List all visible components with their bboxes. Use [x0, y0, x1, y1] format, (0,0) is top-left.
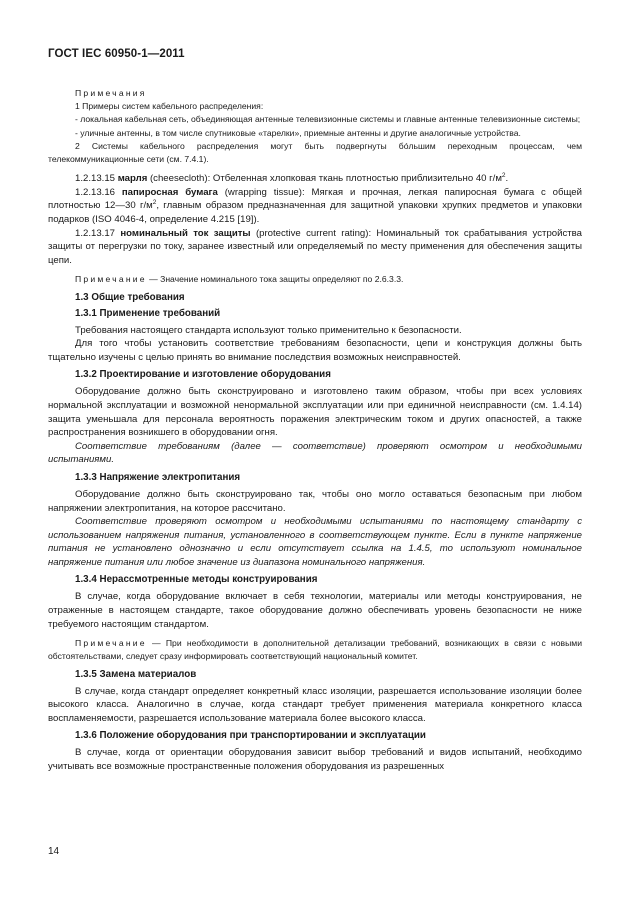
- standard-header: ГОСТ IEC 60950-1—2011: [48, 48, 185, 60]
- note-line-3: - уличные антенны, в том числе спутниковые «тарелки», приемные антенны и другие аналогичные устройства.: [75, 127, 521, 138]
- section-1-3-6-p1: В случае, когда от ориентации оборудования зависит выбор требований и видов испытаний, необходимо учитывать все возможные пространственные положения оборудования из разрешенных: [48, 747, 582, 773]
- section-1-3-4-p1: В случае, когда оборудование включает в себя технологии, материалы или методы конструирования, не отраженные в настоящем стандарте, такое оборудование должно обеспечивать уровень безопасности не ниже требуемого настоящим стандартом.: [48, 591, 582, 630]
- notes-title: Примечания: [75, 88, 147, 98]
- section-1-3-2-p1: Оборудование должно быть сконструировано и изготовлено таким образом, чтобы при всех условиях нормальной эксплуатации и возможной ненормальной эксплуатации или при единичной неисправности (см. 1.4.14) защита уменьшала для персонала вероятность поражения электрическим током и других опасностей, а также распространения возникшего в оборудовании огня.: [48, 386, 582, 439]
- body-text: [48, 172, 582, 267]
- document-page: [48, 48, 582, 774]
- notes-block: [48, 87, 582, 166]
- section-1-3-3-p1: Оборудование должно быть сконструировано так, чтобы оно могло оставаться безопасным при любом напряжении электропитания, на которое рассчитано.: [48, 488, 582, 514]
- definition-1-2-13-15: 1.2.13.15 марля (cheesecloth): Отбеленная хлопковая ткань плотностью приблизительно 40 $г/м^2$.: [75, 172, 509, 185]
- note-1-3-4: Примечание — При необходимости в дополнительной детализации требований, возникающих в связи с новыми обстоятельствами, следует сразу информировать соответствующий национальный комитет.: [48, 638, 582, 662]
- section-1-3-6-title: 1.3.6 Положение оборудования при транспортировании и эксплуатации: [75, 730, 426, 742]
- section-1-3-3-p2: Соответствие проверяют осмотром и необходимыми испытаниями по настоящему стандарту с использованием напряжения питания, установленного в соответствующем пункте. Если в пункте напряжение питания не установлено однозначно и если отсутствует ссылка на 1.4.5, то используют номинальное напряжение питания или любое значение из диапазона номинального напряжения.: [48, 516, 582, 568]
- note-line-1: 1 Примеры систем кабельного распределения:: [75, 101, 264, 112]
- note-1-2-13-17: Примечание — Значение номинального тока защиты определяют по 2.6.3.3.: [75, 274, 404, 285]
- section-1-3-3-title: 1.3.3 Напряжение электропитания: [75, 471, 241, 483]
- definition-1-2-13-16: 1.2.13.16 папиросная бумага (wrapping tissue): Мягкая и прочная, легкая папиросная бумага с общей плотностью 12—30 $г/м^2$, главным образом предназначенная для защитной упаковки хрупких предметов и упаковки подарков (ISO 4046-4, определение 4.215 [19]).: [48, 186, 582, 225]
- note-line-4: 2 Системы кабельного распределения могут быть подвергнуты бóльшим переходным процессам, чем телекоммуникационные сети (см. 7.4.1).: [48, 140, 582, 165]
- section-1-3-5-p1: В случае, когда стандарт определяет конкретный класс изоляции, разрешается использование изоляции более высокого класса. Аналогично в случае, когда стандарт требует применения материала конкретного класса воспламеняемости, разрешается использование материала более высокого класса.: [48, 685, 582, 724]
- section-1-3-2-title: 1.3.2 Проектирование и изготовление оборудования: [75, 369, 331, 381]
- section-1-3-4-title: 1.3.4 Нерассмотренные методы конструирования: [75, 574, 318, 586]
- section-1-3-5-title: 1.3.5 Замена материалов: [75, 668, 197, 680]
- section-1-3-title: 1.3 Общие требования: [75, 291, 185, 303]
- section-1-3-1-p1: Требования настоящего стандарта используют только применительно к безопасности.: [75, 324, 462, 336]
- section-1-3-2-p2: Соответствие требованиям (далее — соответствие) проверяют осмотром и необходимыми испытаниями.: [48, 440, 582, 466]
- page-number: 14: [48, 846, 60, 857]
- definition-1-2-13-17: 1.2.13.17 номинальный ток защиты (protective current rating): Номинальный ток срабатывания устройства защиты от перегрузки по току, заранее известный или определяемый по месту применения для обеспечения защиты цепи.: [48, 227, 582, 266]
- note-line-2: - локальная кабельная сеть, объединяющая антенные телевизионные системы и главные антенные телевизионные системы;: [75, 114, 581, 125]
- section-1-3-1-title: 1.3.1 Применение требований: [75, 307, 221, 319]
- section-1-3-1-p2: Для того чтобы установить соответствие требованиям безопасности, цепи и конструкция должны быть тщательно изучены с целью принять во внимание последствия возможных неисправностей.: [48, 338, 582, 363]
